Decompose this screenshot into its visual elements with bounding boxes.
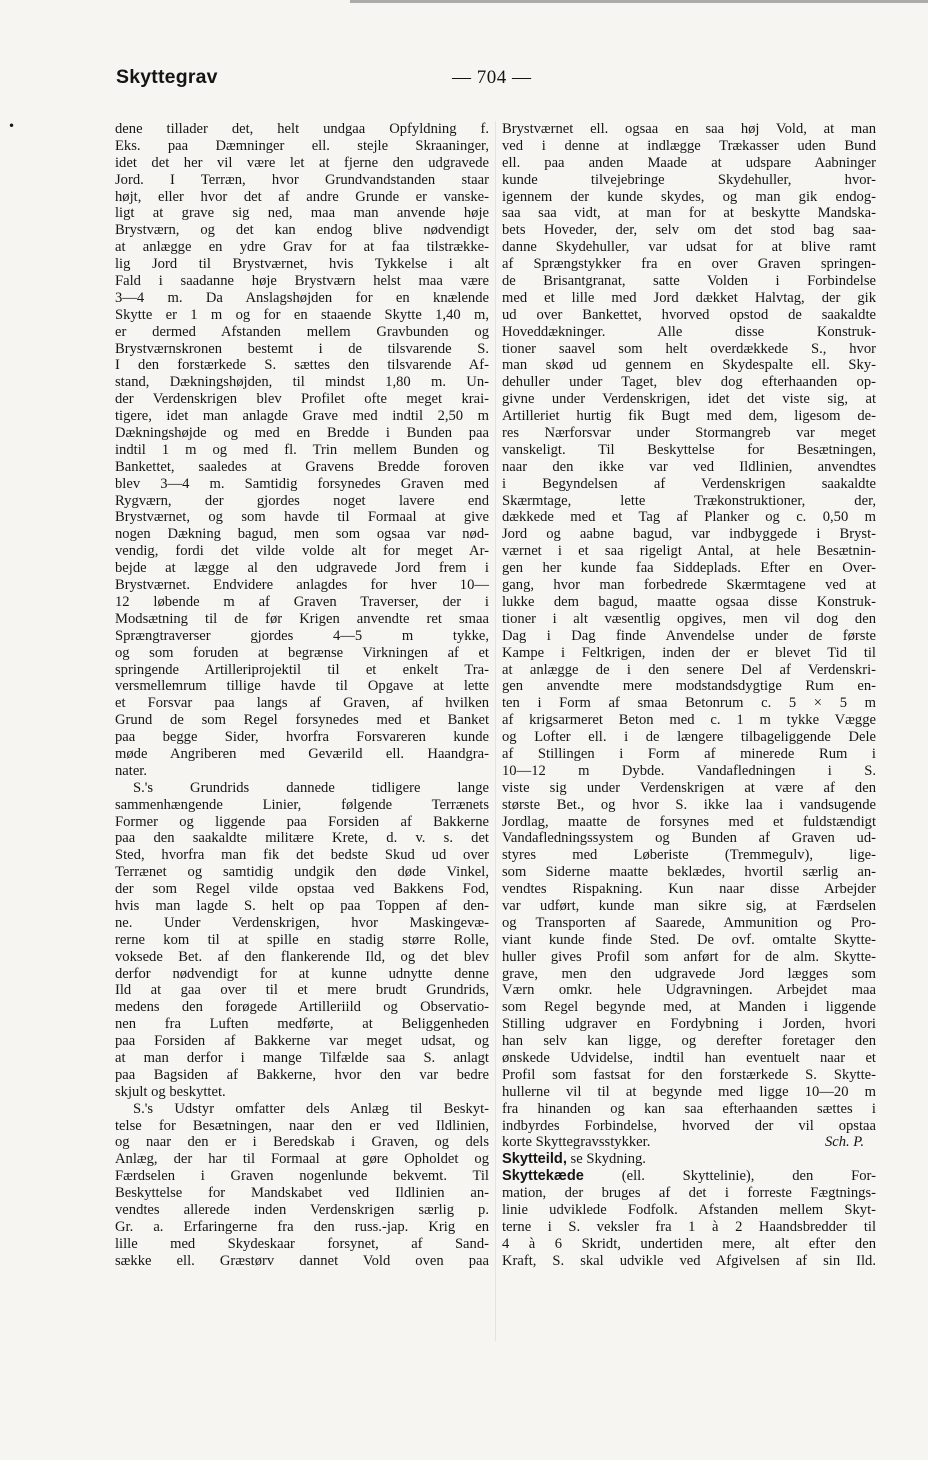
text-line: Brystværnet. Endvidere anlagdes for hver 10—	[115, 577, 489, 594]
entry-skytteild	[502, 1151, 876, 1168]
text-line: at man derfor i mange Tilfælde saa S. anlagt	[115, 1049, 489, 1066]
text-line: indtil 1 m og med fl. Trin mellem Bunden og	[115, 441, 489, 458]
text-line: ne. Under Verdenskrigen, hvor Maskingevæ-	[115, 914, 489, 931]
text-line: paa Forsiden af Bakkerne var meget udsat, og	[115, 1033, 489, 1050]
text-line: (ell. Skyttelinie), den For-	[621, 1168, 876, 1185]
text-line: S.'s Udstyr omfatter dels Anlæg til Beskyt-	[133, 1100, 489, 1117]
text-line: idet det her vil være let at fjerne den udgravede	[115, 154, 489, 171]
text-line: Anlæg, der har til Formaal at gøre Opholdet og	[115, 1151, 489, 1168]
text-line: Rygværn, der gjordes noget lavere end	[115, 492, 489, 509]
text-line: og naar den er i Beredskab i Graven, og dels	[115, 1134, 489, 1151]
text-line: Kraft, S. skal udvikle ved Afgivelsen af sin Ild.	[502, 1252, 876, 1269]
text-line: skjult og beskyttet.	[115, 1083, 226, 1100]
text-line: af Stillingen i Form af minerede Rum i	[502, 745, 876, 762]
text-line: paa begge Sider, hvorfra Forsvareren kunde	[115, 729, 489, 746]
text-line: viant kunde finde Sted. De ovf. omtalte Skytte-	[502, 931, 876, 948]
text-line: Terrænet og samtidig undgik den døde Vinkel,	[115, 864, 489, 881]
text-line: Grund de som Regel forsynedes med et Banket	[115, 712, 489, 729]
headword-skytteild: Skytteild,	[502, 1151, 567, 1168]
headword-skyttekaede: Skyttekæde	[502, 1168, 584, 1185]
text-line: ønskede Udvidelse, indtil han eventuelt naar et	[502, 1049, 876, 1066]
text-line: res Nærforsvar under Stormangreb var meget	[502, 425, 876, 442]
text-line: I den forstærkede S. sættes den tilsvarende Af-	[115, 357, 489, 374]
text-line: Beskyttelse for Mandskabet ved Ildlinien an-	[115, 1185, 489, 1202]
text-line: Dækningshøjde og med en Bredde i Bunden paa	[115, 425, 489, 442]
text-line: saa saa vidt, at man for at beskytte Mandska-	[502, 205, 876, 222]
text-line: vendtes Rispakning. Kun naar disse Arbejder	[502, 881, 876, 898]
text-line: danne Skydehuller, var udsat for at blive ramt	[502, 239, 876, 256]
running-title: Skyttegrav	[116, 66, 218, 88]
text-line: ell. paa anden Maade at udspare Aabninger	[502, 154, 876, 171]
text-line: højt, eller hvor det af andre Grunde er vanske-	[115, 188, 489, 205]
text-line: af krigsarmeret Beton med c. 1 m tykke Vægge	[502, 712, 876, 729]
margin-dot: •	[8, 119, 16, 133]
text-line: et Forsvar paa langs af Graven, af hvilken	[115, 695, 489, 712]
text-line: Brystværn, og det kan endog blive nødvendigt	[115, 222, 489, 239]
text-line: voksede Bet. af den flankerende Ild, og det blev	[115, 948, 489, 965]
text-line: 12 løbende m af Graven Traverser, der i	[115, 593, 489, 610]
text-line: af Sprængstykker fra en over Graven springen-	[502, 256, 876, 273]
right-column	[502, 121, 876, 1270]
text-line: rerne kom til at spille en stadig større Rolle,	[115, 931, 489, 948]
text-line: ligt at grave sig ned, maa man anvende høje	[115, 205, 489, 222]
text-line: fra hinanden og kan saa efterhaanden sættes i	[502, 1100, 876, 1117]
entry-skyttekaede	[502, 1168, 876, 1185]
text-line: lig Jord til Brystværnet, hvis Tykkelse i alt	[115, 256, 489, 273]
text-line: Skytte er 1 m og for en staaende Skytte 1,40 m,	[115, 306, 489, 323]
text-line: hullerne vil til at begynde med ligge 10—20 m	[502, 1083, 876, 1100]
text-line: igennem der kunde skydes, og man gik endog-	[502, 188, 876, 205]
text-line: største Bet., og hvor S. ikke laa i vandsugende	[502, 796, 876, 813]
text-line: at anlægge en ydre Grav for at faa tilstrække-	[115, 239, 489, 256]
text-line: var udført, kunde man sikre sig, at Færdselen	[502, 897, 876, 914]
text-line: paa Bagsiden af Bakkerne, hvor den var bedre	[115, 1066, 489, 1083]
text-line: sække ell. Græstørv dannet Vold oven paa	[115, 1252, 489, 1269]
text-line: Vandafledningssystem og Bunden af Graven ud-	[502, 830, 876, 847]
text-line: Dag i Dag finde Anvendelse under de første	[502, 627, 876, 644]
text-line: terne i S. veksler fra 1 à 2 Haandsbredder til	[502, 1218, 876, 1235]
text-line: vendig, fordi det vilde volde alt for meget Ar-	[115, 543, 489, 560]
text-line: Værn omkr. hele Udgravningen. Arbejdet maa	[502, 982, 876, 999]
text-line-end: korte Skyttegravsstykker.	[502, 1134, 651, 1151]
text-line: ved i denne at indlægge Trækasser uden Bund	[502, 137, 876, 154]
text-line: Jord. I Terræn, hvor Grundvandstanden staar	[115, 171, 489, 188]
text-line: i Begyndelsen af Verdenskrigen saakaldte	[502, 475, 876, 492]
text-line: vendtes allerede inden Verdenskrigen særlig p.	[115, 1202, 489, 1218]
text-line: tigere, idet man anlagde Grave med indtil 2,50 m	[115, 408, 489, 425]
text-line: versmellemrum tillige havde til Opgave at lette	[115, 678, 489, 695]
text-line: der som Regel vilde opstaa ved Bakkens Fod,	[115, 881, 489, 898]
text-line: møde Angriberen med Geværild ell. Haandgra-	[115, 745, 489, 762]
text-line: lille med Skydeskaar forsynet, af Sand-	[115, 1235, 489, 1252]
text-line: man skød ud gennem en Skydespalte ell. Sky-	[502, 357, 876, 374]
text-line: nater.	[115, 762, 148, 779]
text-line: er dermed Afstanden mellem Gravbunden og	[115, 323, 489, 340]
text-line: derfor nødvendigt for at kunne udnytte denne	[115, 965, 489, 982]
text-line	[502, 1134, 876, 1151]
text-line: sammenhængende Linier, følgende Terrænets	[115, 796, 489, 813]
text-line: tioner saavel som helt overdækkede S., hvor	[502, 340, 876, 357]
text-line: ud over Bankettet, hvorved opstod de saakaldte	[502, 306, 876, 323]
text-line: Brystværnet, og som havde til Formaal at give	[115, 509, 489, 526]
text-line: 4 à 6 Skridt, undertiden mere, alt efter den	[502, 1235, 876, 1252]
text-line: Sprængtraverser gjordes 4—5 m tykke,	[115, 627, 489, 644]
text-line: dehuller under Taget, blev dog efterhaanden op-	[502, 374, 876, 391]
text-line: Brystværnet ell. ogsaa en saa høj Vold, at man	[502, 121, 876, 137]
text-line: medens den forøgede Artilleriild og Observatio-	[115, 999, 489, 1016]
text-line: Profil som fastsat for den forstærkede S. Skytte-	[502, 1066, 876, 1083]
text-line: naar den ikke var ved Ildlinien, anvendtes	[502, 458, 876, 475]
text-line: nogen Dækning bagud, men som ogsaa var nød-	[115, 526, 489, 543]
text-line: styres med Løberiste (Tremmegulv), lige-	[502, 847, 876, 864]
text-line: og Lofter ell. i de længere tilbageliggende Dele	[502, 729, 876, 746]
text-line: dene tillader det, helt undgaa Opfyldning f.	[115, 121, 489, 137]
text-line: grave, men den udgravede Jord lægges som	[502, 965, 876, 982]
text-line: dækkede med et Tag af Planker og c. 0,50 m	[502, 509, 876, 526]
text-line: Færdselen i Graven nogenlunde bekvemt. Til	[115, 1168, 489, 1185]
text-line: at anlægge de i den senere Del af Verdenskri-	[502, 661, 876, 678]
text-line: ten i Form af smaa Betonrum c. 5 × 5 m	[502, 695, 876, 712]
top-edge-rule	[350, 0, 928, 3]
text-line: Hoveddækninger. Alle disse Konstruk-	[502, 323, 876, 340]
text-line: og som foruden at begrænse Virkningen af et	[115, 644, 489, 661]
text-line: Fald i saadanne høje Brystværn helst maa være	[115, 273, 489, 290]
text-line: Jordlag, maatte de forsynes med et fuldstændigt	[502, 813, 876, 830]
text-line: telse for Besætningen, naar den er ved Ildlinien,	[115, 1117, 489, 1134]
column-divider	[495, 121, 496, 1341]
text-line: Brystværnskronen bestemt i de tilsvarende S.	[115, 340, 489, 357]
text-line: som Regel begynde med, at Manden i liggende	[502, 999, 876, 1016]
text-line: paa den saakaldte militære Krete, d. v. s. det	[115, 830, 489, 847]
text-line: med et lille med Jord dækket Halvtag, der gik	[502, 289, 876, 306]
text-line: stand, Dækningshøjden, til mindst 1,80 m. Un-	[115, 374, 489, 391]
text-line: gen her kunde faa Siddeplads. Efter en Over-	[502, 560, 876, 577]
text-line: Ild at gaa over til et mere brudt Grundrids,	[115, 982, 489, 999]
text-line: hvis man lagde S. helt op paa Toppen af den-	[115, 897, 489, 914]
text-line: tioner i alt væsentlig opgives, men vil dog den	[502, 610, 876, 627]
text-line: springende Artilleriprojektil til et enkelt Tra-	[115, 661, 489, 678]
text-line: Kampe i Feltkrigen, inden der er blevet Tid til	[502, 644, 876, 661]
text-line: Stilling udgraver en Fordybning i Jorden, hvori	[502, 1016, 876, 1033]
text-line: Skærmtage, lette Trækonstruktioner, der,	[502, 492, 876, 509]
page-number: — 704 —	[452, 67, 532, 88]
text-line: Bankettet, saaledes at Gravens Bredde foroven	[115, 458, 489, 475]
text-line: værnet i et saa rigeligt Antal, at hele Besætnin-	[502, 543, 876, 560]
text-line: givne under Verdenskrigen, idet det viste sig, at	[502, 391, 876, 408]
cross-reference: se Skydning.	[570, 1151, 646, 1168]
text-line: og Transporten af Saarede, Ammunition og Pro-	[502, 914, 876, 931]
text-line: nen fra Luften medførte, at Beliggenheden	[115, 1016, 489, 1033]
text-line: de Brisantgranat, satte Volden i Forbindelse	[502, 273, 876, 290]
text-line: 10—12 m Dybde. Vandafledningen i S.	[502, 762, 876, 779]
text-line: bejde at lægge al den udgravede Jord frem i	[115, 560, 489, 577]
text-line: gang, hvor man forbedrede Skærmtagene ved at	[502, 577, 876, 594]
text-line: 3—4 m. Da Anslagshøjden for en knælende	[115, 289, 489, 306]
text-line: Former og liggende paa Forsiden af Bakkerne	[115, 813, 489, 830]
left-column	[115, 121, 489, 1270]
text-line: Sted, hvorfra man fik det bedste Skud ud over	[115, 847, 489, 864]
text-line: Artilleriet hurtig fik Bugt med dem, ligesom de-	[502, 408, 876, 425]
text-line: linie udviklede Fodfolk. Afstanden mellem Skyt-	[502, 1202, 876, 1218]
text-line: blev 3—4 m. Samtidig forsynedes Graven med	[115, 475, 489, 492]
text-line: viste sig under Verdenskrigen at være af den	[502, 779, 876, 796]
text-line: Jord og aabne bagud, var indbyggede i Bryst-	[502, 526, 876, 543]
text-line: huller gives Profil som anført for de alm. Skytte-	[502, 948, 876, 965]
text-line: S.'s Grundrids dannede tidligere lange	[133, 779, 489, 796]
page-header	[116, 66, 886, 96]
text-line: som Siderne maatte beklædes, hvortil særlig an-	[502, 864, 876, 881]
text-line: gen anvendte mere modstandsdygtige Rum en-	[502, 678, 876, 695]
text-line: Eks. paa Dæmninger ell. stejle Skraaninger,	[115, 137, 489, 154]
text-line: vanskeligt. Til Beskyttelse for Besætningen,	[502, 441, 876, 458]
text-line: der Verdenskrigen blev Profilet ofte meget krai-	[115, 391, 489, 408]
text-line: han selv kan ligge, og derefter foretager den	[502, 1033, 876, 1050]
text-line: Gr. a. Erfaringerne fra den russ.-jap. Krig en	[115, 1218, 489, 1235]
text-line: Modsætning til de før Krigen anvendte ret smaa	[115, 610, 489, 627]
text-line: bets Hoveder, der, selv om det stod bag saa-	[502, 222, 876, 239]
text-line: mation, der bruges af det i forreste Fægtnings-	[502, 1185, 876, 1202]
author-signature: Sch. P.	[824, 1134, 864, 1151]
text-line: lukke dem bagud, maatte ogsaa disse Konstruk-	[502, 593, 876, 610]
text-line: kunde tilvejebringe Skydehuller, hvor-	[502, 171, 876, 188]
text-line: indbyrdes Forbindelse, hvorved der vil opstaa	[502, 1117, 876, 1134]
